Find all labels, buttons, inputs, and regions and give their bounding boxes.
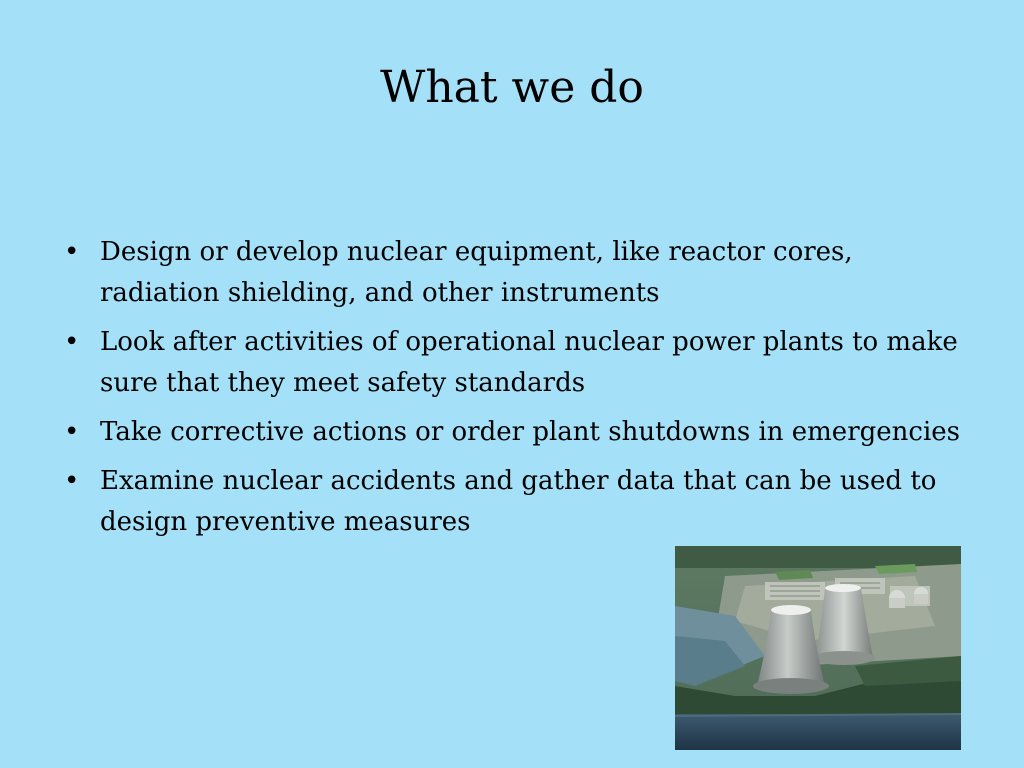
bullet-icon: • [64,327,80,357]
bullet-item-3 [60,412,960,453]
bullet-icon: • [64,466,80,496]
bullet-icon: • [64,237,80,267]
bullet-text-3: Take corrective actions or order plant shutdowns in emergencies [100,417,961,447]
bullet-item-4 [60,461,960,543]
bullet-list [60,232,960,551]
bullet-item-2 [60,322,960,404]
bullet-text-1: Design or develop nuclear equipment, like reactor cores, radiation shielding, and other instruments [100,237,853,308]
bullet-text-2: Look after activities of operational nuclear power plants to make sure that they meet safety standards [100,327,958,398]
slide-title: What we do [380,62,644,113]
bullet-text-4: Examine nuclear accidents and gather data that can be used to design preventive measures [100,466,937,537]
nuclear-power-plant-photo [675,546,961,750]
bullet-icon: • [64,417,80,447]
bullet-item-1 [60,232,960,314]
